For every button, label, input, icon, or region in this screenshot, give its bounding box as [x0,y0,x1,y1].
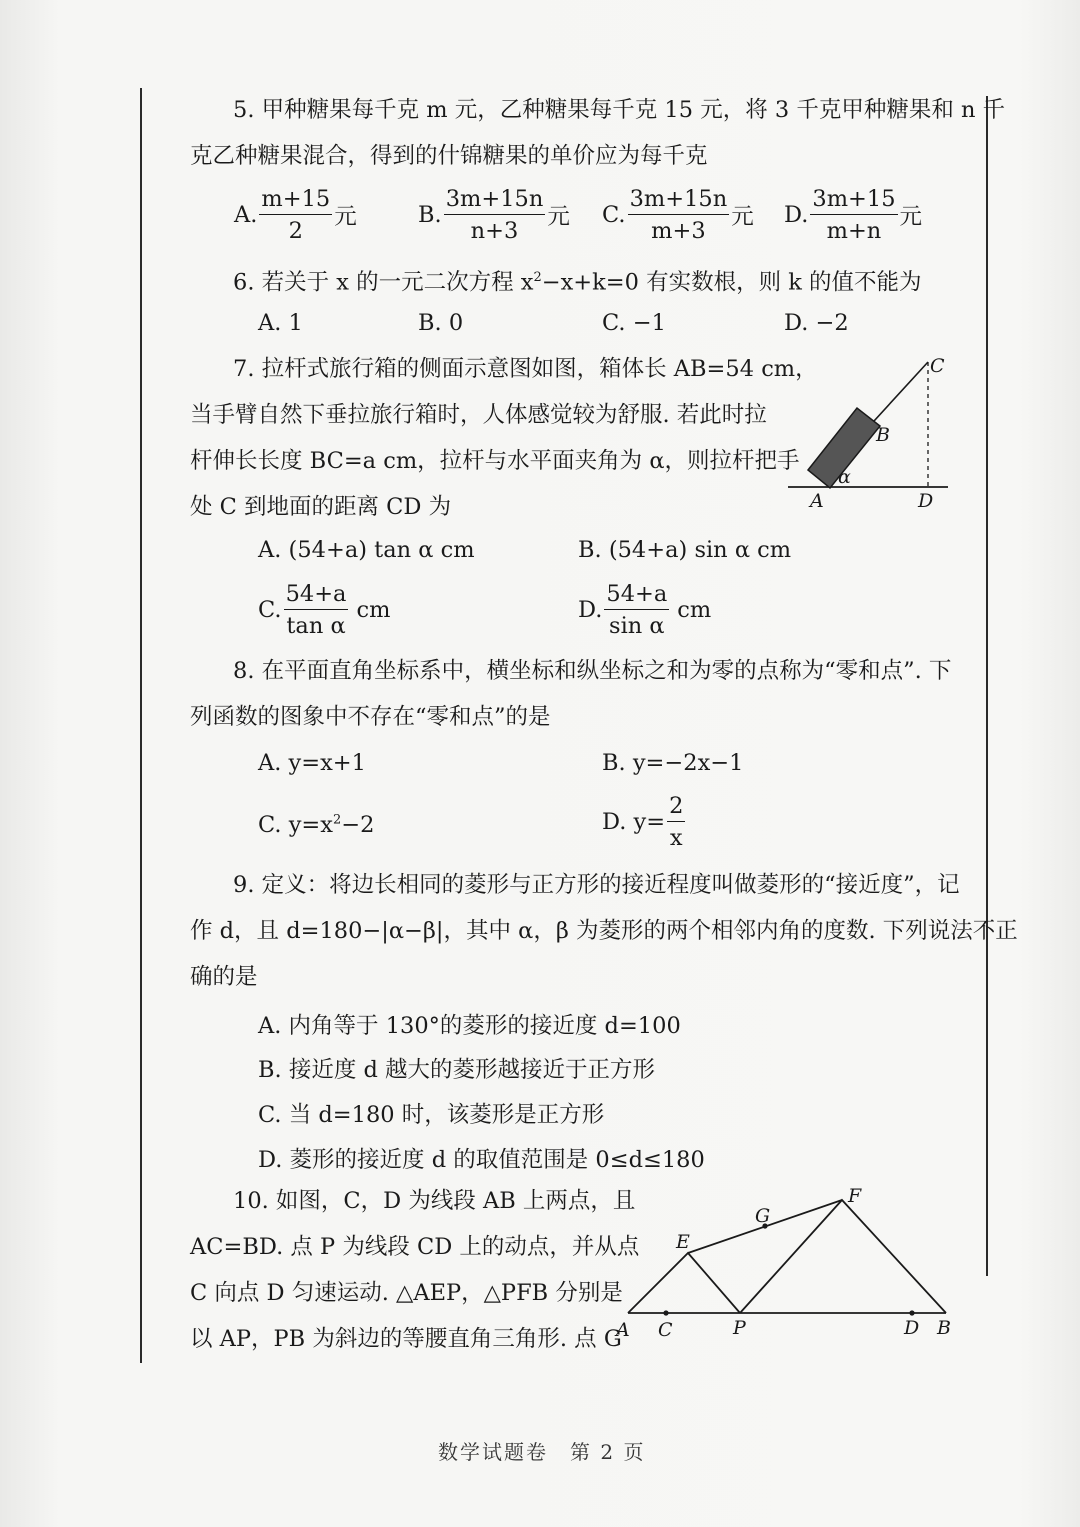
q10-label-e: E [676,1231,690,1253]
q6-option-c[interactable]: C. −1 [602,310,666,336]
q10-line3: C 向点 D 匀速运动. △AEP，△PFB 分别是 [190,1280,623,1306]
q10-point-d [909,1310,914,1315]
q7-d-fraction: $\frac{54+a}{\text{sin α}}$ [606,581,668,639]
q7-option-b[interactable]: B. (54+a) sin α cm [578,537,792,563]
q7-line1: 7. 拉杆式旅行箱的侧面示意图如图，箱体长 AB=54 cm， [233,356,818,382]
q6-option-b[interactable]: B. 0 [418,310,464,336]
q6-stem: 6. 若关于 x 的一元二次方程 $x^2-x+k=0$ 有实数根，则 k 的值不能为 [233,269,922,296]
q5-option-d[interactable]: D. $\frac{3m+15}{m+n}$ 元 [784,186,923,244]
q5-option-c[interactable]: C. $\frac{3m+15n}{m+3}$ 元 [602,186,754,244]
q10-triangle-pfb [740,1200,946,1313]
q10-line2: AC=BD. 点 P 为线段 CD 上的动点，并从点 [190,1234,640,1260]
q9-option-b[interactable]: B. 接近度 d 越大的菱形越接近于正方形 [258,1057,656,1083]
q5-d-fraction: $\frac{3m+15}{m+n}$ [812,186,896,244]
q7-line2: 当手臂自然下垂拉旅行箱时，人体感觉较为舒服. 若此时拉 [190,402,767,428]
q8-option-b[interactable]: B. y=−2x−1 [602,750,744,776]
q7-label-alpha: α [838,466,851,488]
q10-line1: 10. 如图，C，D 为线段 AB 上两点，且 [233,1188,636,1214]
q10-triangle-aep [628,1253,740,1313]
q7-label-b: B [876,424,890,446]
q8-option-d[interactable]: D. y= $\frac{2}{x}$ [602,793,684,851]
q10-line4: 以 AP，PB 为斜边的等腰直角三角形. 点 G [190,1326,622,1352]
q5-c-fraction: $\frac{3m+15n}{m+3}$ [629,186,728,244]
q10-label-p: P [733,1317,746,1339]
q5-option-b[interactable]: B. $\frac{3m+15n}{n+3}$ 元 [418,186,570,244]
q5-option-a[interactable]: A. $\frac{m+15}{2}$ 元 [234,186,357,244]
q10-label-c: C [658,1319,673,1341]
q7-line4: 处 C 到地面的距离 CD 为 [190,494,452,520]
q10-label-b: B [937,1317,951,1339]
q10-geometry-figure [610,1180,965,1350]
q7-label-a: A [810,490,824,512]
q8-option-c[interactable]: C. $y=x^2-2$ [258,812,375,838]
q10-label-f: F [848,1185,862,1207]
q9-line3: 确的是 [190,964,258,990]
left-margin-line [140,88,142,1363]
q7-line3: 杆伸长长度 BC=a cm，拉杆与水平面夹角为 α，则拉杆把手 [190,448,800,474]
q9-option-a[interactable]: A. 内角等于 130°的菱形的接近度 d=100 [258,1013,681,1039]
q9-option-d[interactable]: D. 菱形的接近度 d 的取值范围是 0≤d≤180 [258,1147,705,1173]
right-margin-line [986,96,988,1276]
q7-option-a[interactable]: A. (54+a) tan α cm [258,537,475,563]
q5-line1: 5. 甲种糖果每千克 m 元，乙种糖果每千克 15 元，将 3 千克甲种糖果和 n 千 [233,97,1006,123]
q8-line1: 8. 在平面直角坐标系中，横坐标和纵坐标之和为零的点称为“零和点”. 下 [233,658,952,684]
q6-option-a[interactable]: A. 1 [258,310,303,336]
q6-option-d[interactable]: D. −2 [784,310,849,336]
q10-point-c [663,1310,668,1315]
q10-label-a: A [616,1319,630,1341]
q9-option-c[interactable]: C. 当 d=180 时，该菱形是正方形 [258,1102,605,1128]
q5-line2: 克乙种糖果混合，得到的什锦糖果的单价应为每千克 [190,143,708,169]
q9-line1: 9. 定义：将边长相同的菱形与正方形的接近程度叫做菱形的“接近度”，记 [233,872,960,898]
q8-option-a[interactable]: A. y=x+1 [258,750,366,776]
q5-b-fraction: $\frac{3m+15n}{n+3}$ [445,186,544,244]
q7-label-c: C [930,355,945,377]
q7-option-d[interactable]: D. $\frac{54+a}{\text{sin α}}$ cm [578,581,712,639]
q10-label-g: G [755,1205,771,1227]
q7-label-d: D [918,490,934,512]
q7-c-fraction: $\frac{54+a}{\text{tan α}}$ [285,581,347,639]
q7-suitcase-figure [780,350,960,520]
q10-label-d: D [904,1317,920,1339]
q9-line2: 作 d，且 d=180−|α−β|，其中 α，β 为菱形的两个相邻内角的度数. 下列说法不正 [190,918,1018,944]
page-footer: 数学试题卷 第 2 页 [438,1440,646,1464]
q8-d-fraction: $\frac{2}{x}$ [669,793,684,851]
q8-line2: 列函数的图象中不存在“零和点”的是 [190,704,551,730]
q7-option-c[interactable]: C. $\frac{54+a}{\text{tan α}}$ cm [258,581,391,639]
q5-a-fraction: $\frac{m+15}{2}$ [261,186,331,244]
